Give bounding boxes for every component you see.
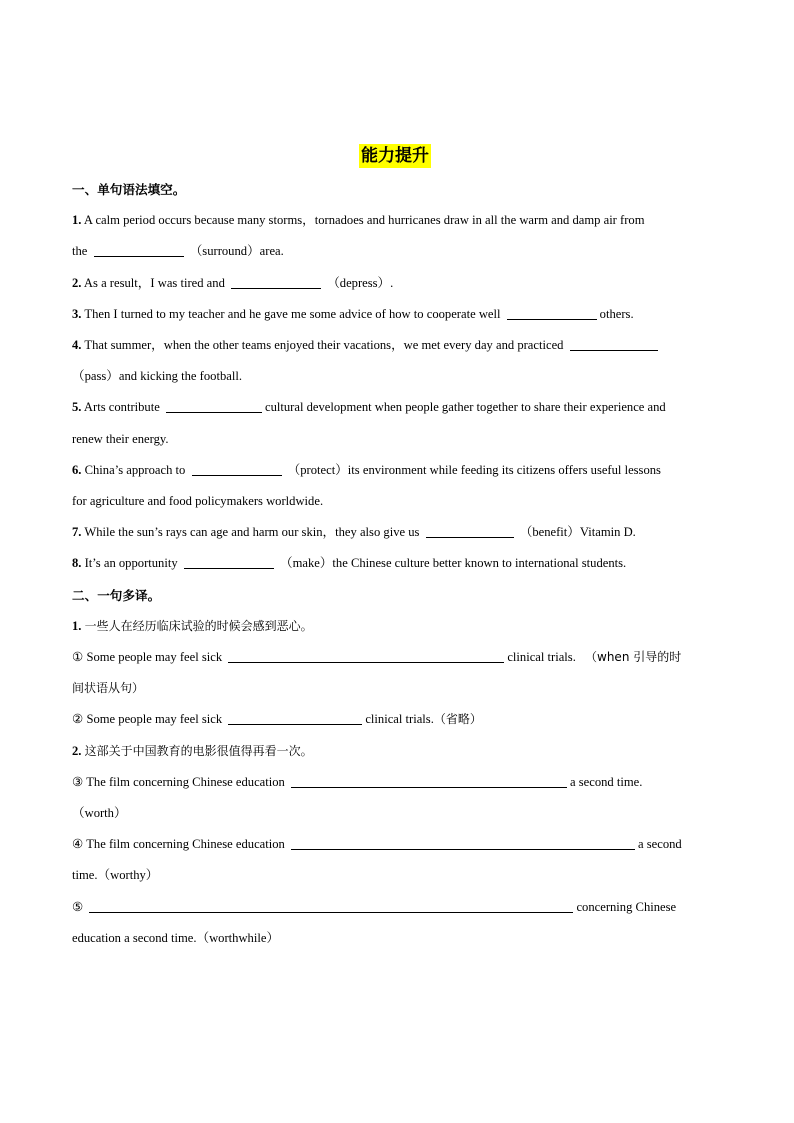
- option-text: Some people may feel sick: [86, 650, 223, 665]
- option-text: Some people may feel sick: [86, 712, 223, 727]
- chinese-sentence: 这部关于中国教育的电影很值得再看一次。: [84, 743, 313, 758]
- question-1: [72, 205, 718, 236]
- option-text: a second time.: [570, 774, 643, 789]
- question-text: （protect）its environment while feeding its citizens offers useful lessons: [287, 462, 661, 477]
- translation-option-3: [72, 767, 718, 798]
- question-text: That summer，when the other teams enjoyed their vacations，we met every day and practiced: [84, 338, 564, 353]
- page-title: 能力提升: [361, 146, 429, 166]
- question-text: （make）the Chinese culture better known to international students.: [279, 556, 627, 571]
- answer-blank[interactable]: [192, 461, 282, 476]
- option-text: The film concerning Chinese education: [86, 837, 285, 852]
- question-5-cont: [72, 424, 718, 455]
- question-text: While the sun’s rays can age and harm our skin，they also give us: [84, 525, 420, 540]
- question-6: [72, 455, 718, 486]
- question-number: 3.: [72, 306, 82, 321]
- answer-blank[interactable]: [228, 710, 362, 725]
- question-number: 1.: [72, 213, 82, 228]
- question-number: 6.: [72, 462, 82, 477]
- option-text: The film concerning Chinese education: [86, 774, 285, 789]
- answer-blank[interactable]: [228, 648, 504, 663]
- question-text: （pass）and kicking the football.: [72, 369, 242, 384]
- translation-option-1-cont: [72, 673, 718, 704]
- question-text: others.: [599, 306, 634, 321]
- question-text: Then I turned to my teacher and he gave me some advice of how to cooperate well: [84, 306, 501, 321]
- question-8: [72, 548, 718, 579]
- answer-blank[interactable]: [291, 773, 567, 788]
- question-text: renew their energy.: [72, 431, 169, 446]
- question-5: [72, 392, 718, 423]
- option-mark: ④: [72, 837, 84, 852]
- answer-blank[interactable]: [94, 242, 184, 257]
- question-text: Arts contribute: [83, 400, 160, 415]
- option-hint: （省略）: [433, 712, 482, 727]
- option-hint: 间状语从句）: [72, 681, 145, 696]
- question-text: for agriculture and food policymakers worldwide.: [72, 494, 324, 509]
- question-number: 5.: [72, 400, 82, 415]
- question-7: [72, 517, 718, 548]
- question-6-cont: [72, 486, 718, 517]
- section1-heading: 一、单句语法填空。: [72, 182, 186, 197]
- question-number: 4.: [72, 338, 82, 353]
- question-text: China’s approach to: [84, 462, 186, 477]
- chinese-sentence: 一些人在经历临床试验的时候会感到恶心。: [84, 618, 313, 633]
- answer-blank[interactable]: [89, 898, 573, 913]
- translation-option-3-cont: [72, 798, 718, 829]
- question-text: As a result，I was tired and: [83, 275, 225, 290]
- question-number: 2.: [72, 743, 82, 758]
- option-hint: （worth）: [72, 806, 127, 821]
- translation-option-5-cont: [72, 923, 718, 954]
- answer-blank[interactable]: [507, 305, 597, 320]
- question-number: 1.: [72, 618, 82, 633]
- question-text: （surround）area.: [189, 244, 284, 259]
- question-number: 2.: [72, 275, 82, 290]
- answer-blank[interactable]: [166, 398, 262, 413]
- question-text: A calm period occurs because many storms，tornadoes and hurricanes draw in all the warm and damp air from: [83, 213, 645, 228]
- answer-blank[interactable]: [291, 835, 635, 850]
- option-mark: ⑤: [72, 899, 84, 914]
- translation-1-prompt: [72, 611, 718, 642]
- translation-option-5: [72, 892, 718, 923]
- option-hint: education a second time.（worthwhile）: [72, 930, 280, 945]
- question-text: It’s an opportunity: [84, 556, 178, 571]
- question-1-cont: [72, 236, 718, 267]
- question-4-cont: [72, 361, 718, 392]
- question-3: [72, 299, 718, 330]
- option-mark: ②: [72, 712, 84, 727]
- option-hint: time.（worthy）: [72, 868, 159, 883]
- translation-option-2: [72, 704, 718, 735]
- option-text: clinical trials.: [507, 650, 576, 665]
- answer-blank[interactable]: [570, 336, 658, 351]
- answer-blank[interactable]: [426, 523, 514, 538]
- question-2: [72, 268, 718, 299]
- option-text: clinical trials.: [365, 712, 434, 727]
- option-text: concerning Chinese: [576, 899, 677, 914]
- option-mark: ③: [72, 774, 84, 789]
- question-text: （depress）.: [327, 275, 394, 290]
- section2-heading: 二、一句多译。: [72, 587, 161, 603]
- question-number: 8.: [72, 556, 82, 571]
- translation-option-4-cont: [72, 860, 718, 891]
- question-text: cultural development when people gather together to share their experience and: [264, 400, 666, 415]
- option-hint: （when 引导的时: [585, 650, 682, 665]
- question-text: （benefit）Vitamin D.: [519, 525, 636, 540]
- answer-blank[interactable]: [231, 274, 321, 289]
- translation-option-1: [72, 642, 718, 673]
- question-4: [72, 330, 718, 361]
- question-number: 7.: [72, 525, 82, 540]
- answer-blank[interactable]: [184, 554, 274, 569]
- translation-option-4: [72, 829, 718, 860]
- option-text: a second: [638, 837, 682, 852]
- translation-2-prompt: [72, 736, 718, 767]
- worksheet-page: [72, 140, 718, 954]
- option-mark: ①: [72, 650, 84, 665]
- title-container: [72, 140, 718, 174]
- question-text: the: [72, 244, 88, 259]
